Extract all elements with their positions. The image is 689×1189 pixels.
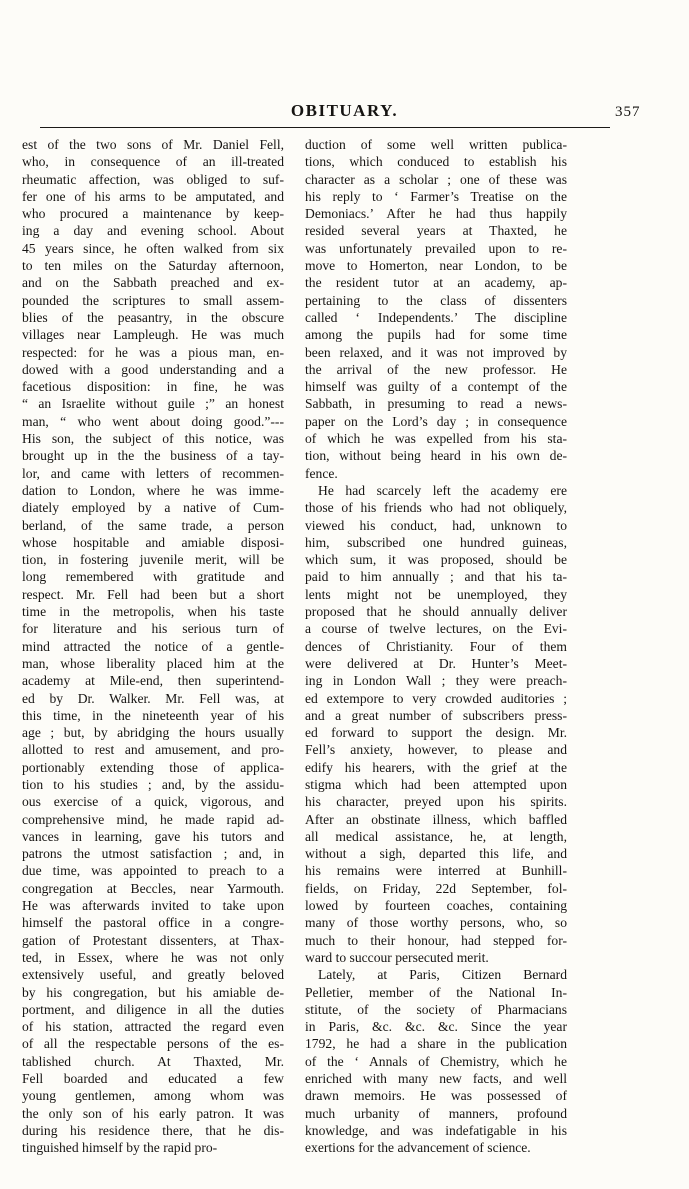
- right-column: [305, 136, 567, 1157]
- text-line: tablished church. At Thaxted, Mr.: [22, 1053, 284, 1069]
- text-line: diately employed by a native of Cum-: [22, 500, 284, 516]
- text-line: who procured a maintenance by keep-: [22, 206, 284, 222]
- text-line: fer one of his arms to be amputated, and: [22, 188, 284, 204]
- text-line: paid to him annually ; and that his ta-: [305, 569, 567, 585]
- text-line: dation to London, where he was imme-: [22, 482, 284, 498]
- text-line: He was afterwards invited to take upon: [22, 898, 284, 914]
- text-line: man, whose liberality placed him at the: [22, 655, 284, 671]
- text-line: whose hospitable and amiable disposi-: [22, 534, 284, 550]
- text-line: He had scarcely left the academy ere: [318, 482, 567, 498]
- text-line: Lately, at Paris, Citizen Bernard: [318, 967, 567, 983]
- text-line: respected: for he was a pious man, en-: [22, 344, 284, 360]
- text-line: among the pupils had for some time: [305, 327, 567, 343]
- text-line: due time, was appointed to preach to a: [22, 863, 284, 879]
- text-line: pounded the scriptures to small assem-: [22, 292, 284, 308]
- text-line: pertaining to the class of dissenters: [305, 292, 567, 308]
- text-line: mind attracted the notice of a gentle-: [22, 638, 284, 654]
- text-line: of which he was expelled from his sta-: [305, 431, 567, 447]
- text-line: ous exercise of a quick, vigorous, and: [22, 794, 284, 810]
- text-line: been relaxed, and it was not improved by: [305, 344, 567, 360]
- text-line: Pelletier, member of the National In-: [305, 984, 567, 1000]
- text-line: Fell’s anxiety, however, to please and: [305, 742, 567, 758]
- text-line: ted, in Essex, where he was not only: [22, 949, 284, 965]
- text-line: tion to his studies ; and, by the assidu-: [22, 776, 284, 792]
- text-line: the resident tutor at an academy, ap-: [305, 275, 567, 291]
- text-line: this time, in the nineteenth year of his: [22, 707, 284, 723]
- text-line: move to Homerton, near London, to be: [305, 258, 567, 274]
- text-line: dences of Christianity. Four of them: [305, 638, 567, 654]
- text-line: and a great number of subscribers press-: [305, 707, 567, 723]
- text-line: resided several years at Thaxted, he: [305, 223, 567, 239]
- text-line: portionably extending those of applica-: [22, 759, 284, 775]
- text-line: ing a day and evening school. About: [22, 223, 284, 239]
- text-line: the arrival of the new professor. He: [305, 361, 567, 377]
- text-line: Fell boarded and educated a few: [22, 1071, 284, 1087]
- text-line: stigma which had been attempted upon: [305, 776, 567, 792]
- text-line: est of the two sons of Mr. Daniel Fell,: [22, 137, 284, 152]
- text-line: viewed his conduct, had, unknown to: [305, 517, 567, 533]
- text-line: ed extempore to very crowded auditories ;: [305, 690, 567, 706]
- text-line: respect. Mr. Fell had been but a short: [22, 586, 284, 602]
- text-line: dowed with a good understanding and a: [22, 361, 284, 377]
- text-line: of the ‘ Annals of Chemistry, which he: [305, 1053, 567, 1069]
- text-line: lowed by fourteen coaches, containing: [305, 898, 567, 914]
- text-line: knowledge, and was indefatigable in his: [305, 1122, 567, 1138]
- text-line: of his station, attracted the regard even: [22, 1019, 284, 1035]
- text-line: Demoniacs.’ After he had thus happily: [305, 206, 567, 222]
- text-line: Sabbath, in presuming to read a news-: [305, 396, 567, 412]
- text-line: comprehensive mind, he made rapid ad-: [22, 811, 284, 827]
- text-line: called ‘ Independents.’ The discipline: [305, 309, 567, 325]
- text-line: by his congregation, but his amiable de-: [22, 984, 284, 1000]
- text-line: 45 years since, he often walked from six: [22, 240, 284, 256]
- text-line: himself the pastoral office in a congre-: [22, 915, 284, 931]
- text-line: long remembered with gratitude and: [22, 569, 284, 585]
- text-line: edify his hearers, with the grief at the: [305, 759, 567, 775]
- text-line: of all the respectable persons of the es-: [22, 1036, 284, 1052]
- text-line: villages near Lampleugh. He was much: [22, 327, 284, 343]
- text-line: exertions for the advancement of science.: [305, 1140, 531, 1156]
- text-line: during his residence there, that he dis-: [22, 1122, 284, 1138]
- text-line: berland, of the same trade, a person: [22, 517, 284, 533]
- text-line: him, subscribed one hundred guineas,: [305, 534, 567, 550]
- text-line: facetious disposition: in fine, he was: [22, 379, 284, 395]
- text-line: to ten miles on the Saturday afternoon,: [22, 258, 284, 274]
- text-line: patrons the utmost satisfaction ; and, in: [22, 846, 284, 862]
- text-line: lents might not be unemployed, they: [305, 586, 567, 602]
- text-line: his reply to ‘ Farmer’s Treatise on the: [305, 188, 567, 204]
- text-line: paper on the Lord’s day ; in consequence: [305, 413, 567, 429]
- text-line: blies of the peasantry, in the obscure: [22, 309, 284, 325]
- text-line: portment, and diligence in all the duties: [22, 1001, 284, 1017]
- text-line: a course of twelve lectures, on the Evi-: [305, 621, 567, 637]
- text-line: for literature and his serious turn of: [22, 621, 284, 637]
- text-line: was unfortunately prevailed upon to re-: [305, 240, 567, 256]
- text-line: young gentlemen, among whom was: [22, 1088, 284, 1104]
- text-line: were delivered at Dr. Hunter’s Meet-: [305, 655, 567, 671]
- text-line: After an obstinate illness, which baffled: [305, 811, 567, 827]
- text-line: age ; but, by abridging the hours usually: [22, 725, 284, 741]
- text-line: vances in learning, gave his tutors and: [22, 828, 284, 844]
- text-line: duction of some well written publica-: [305, 137, 567, 152]
- running-title: OBITUARY.: [290, 101, 399, 120]
- text-line: brought up in the the business of a tay-: [22, 448, 284, 464]
- text-line: ed forward to support the design. Mr.: [305, 725, 567, 741]
- text-line: “ an Israelite without guile ;” an honest: [22, 396, 284, 412]
- header-rule: [40, 127, 610, 128]
- text-line: fields, on Friday, 22d September, fol-: [305, 880, 567, 896]
- text-line: and on the Sabbath preached and ex-: [22, 275, 284, 291]
- text-line: ing in London Wall ; they were preach-: [305, 673, 567, 689]
- text-line: many of those worthy persons, who, so: [305, 915, 567, 931]
- text-line: academy at Mile-end, then superintend-: [22, 673, 284, 689]
- text-line: much urbanity of manners, profound: [305, 1105, 567, 1121]
- text-line: time in the metropolis, when his taste: [22, 604, 284, 620]
- text-line: much to their honour, had stepped for-: [305, 932, 567, 948]
- text-line: all medical assistance, he, at length,: [305, 828, 567, 844]
- text-line: tions, which conduced to establish his: [305, 154, 567, 170]
- text-line: congregation at Beccles, near Yarmouth.: [22, 880, 284, 896]
- text-line: character as a scholar ; one of these was: [305, 171, 567, 187]
- text-line: himself was guilty of a contempt of the: [305, 379, 567, 395]
- page-number: 357: [615, 104, 641, 120]
- text-line: proposed that he should annually deliver: [305, 604, 567, 620]
- text-line: his character, preyed upon his spirits.: [305, 794, 567, 810]
- text-line: stitute, of the society of Pharmacians: [305, 1001, 567, 1017]
- text-line: fence.: [305, 465, 338, 481]
- text-line: without a sigh, departed this life, and: [305, 846, 567, 862]
- text-line: enriched with many new facts, and well: [305, 1071, 567, 1087]
- text-line: which sum, it was proposed, should be: [305, 552, 567, 568]
- left-column: [22, 136, 284, 1157]
- text-line: the only son of his early patron. It was: [22, 1105, 284, 1121]
- text-line: His son, the subject of this notice, was: [22, 431, 284, 447]
- text-line: who, in consequence of an ill-treated: [22, 154, 284, 170]
- text-line: gation of Protestant dissenters, at Thax-: [22, 932, 284, 948]
- text-line: ed by Dr. Walker. Mr. Fell was, at: [22, 690, 284, 706]
- text-line: his remains were interred at Bunhill-: [305, 863, 567, 879]
- text-line: lor, and came with letters of recommen-: [22, 465, 284, 481]
- text-line: those of his friends who had not obliquely,: [305, 500, 567, 516]
- text-line: 1792, he had a share in the publication: [305, 1036, 567, 1052]
- text-line: tion, without being heard in his own de-: [305, 448, 567, 464]
- text-line: man, “ who went about doing good.”---: [22, 413, 284, 429]
- text-line: drawn memoirs. He was possessed of: [305, 1088, 567, 1104]
- text-line: extensively useful, and greatly beloved: [22, 967, 284, 983]
- text-line: ward to succour persecuted merit.: [305, 949, 489, 965]
- text-line: in Paris, &c. &c. &c. Since the year: [305, 1019, 567, 1035]
- text-line: tinguished himself by the rapid pro-: [22, 1140, 218, 1156]
- text-line: tion, in fostering juvenile merit, will be: [22, 552, 284, 568]
- text-line: allotted to rest and amusement, and pro-: [22, 742, 284, 758]
- text-line: rheumatic affection, was obliged to suf-: [22, 171, 284, 187]
